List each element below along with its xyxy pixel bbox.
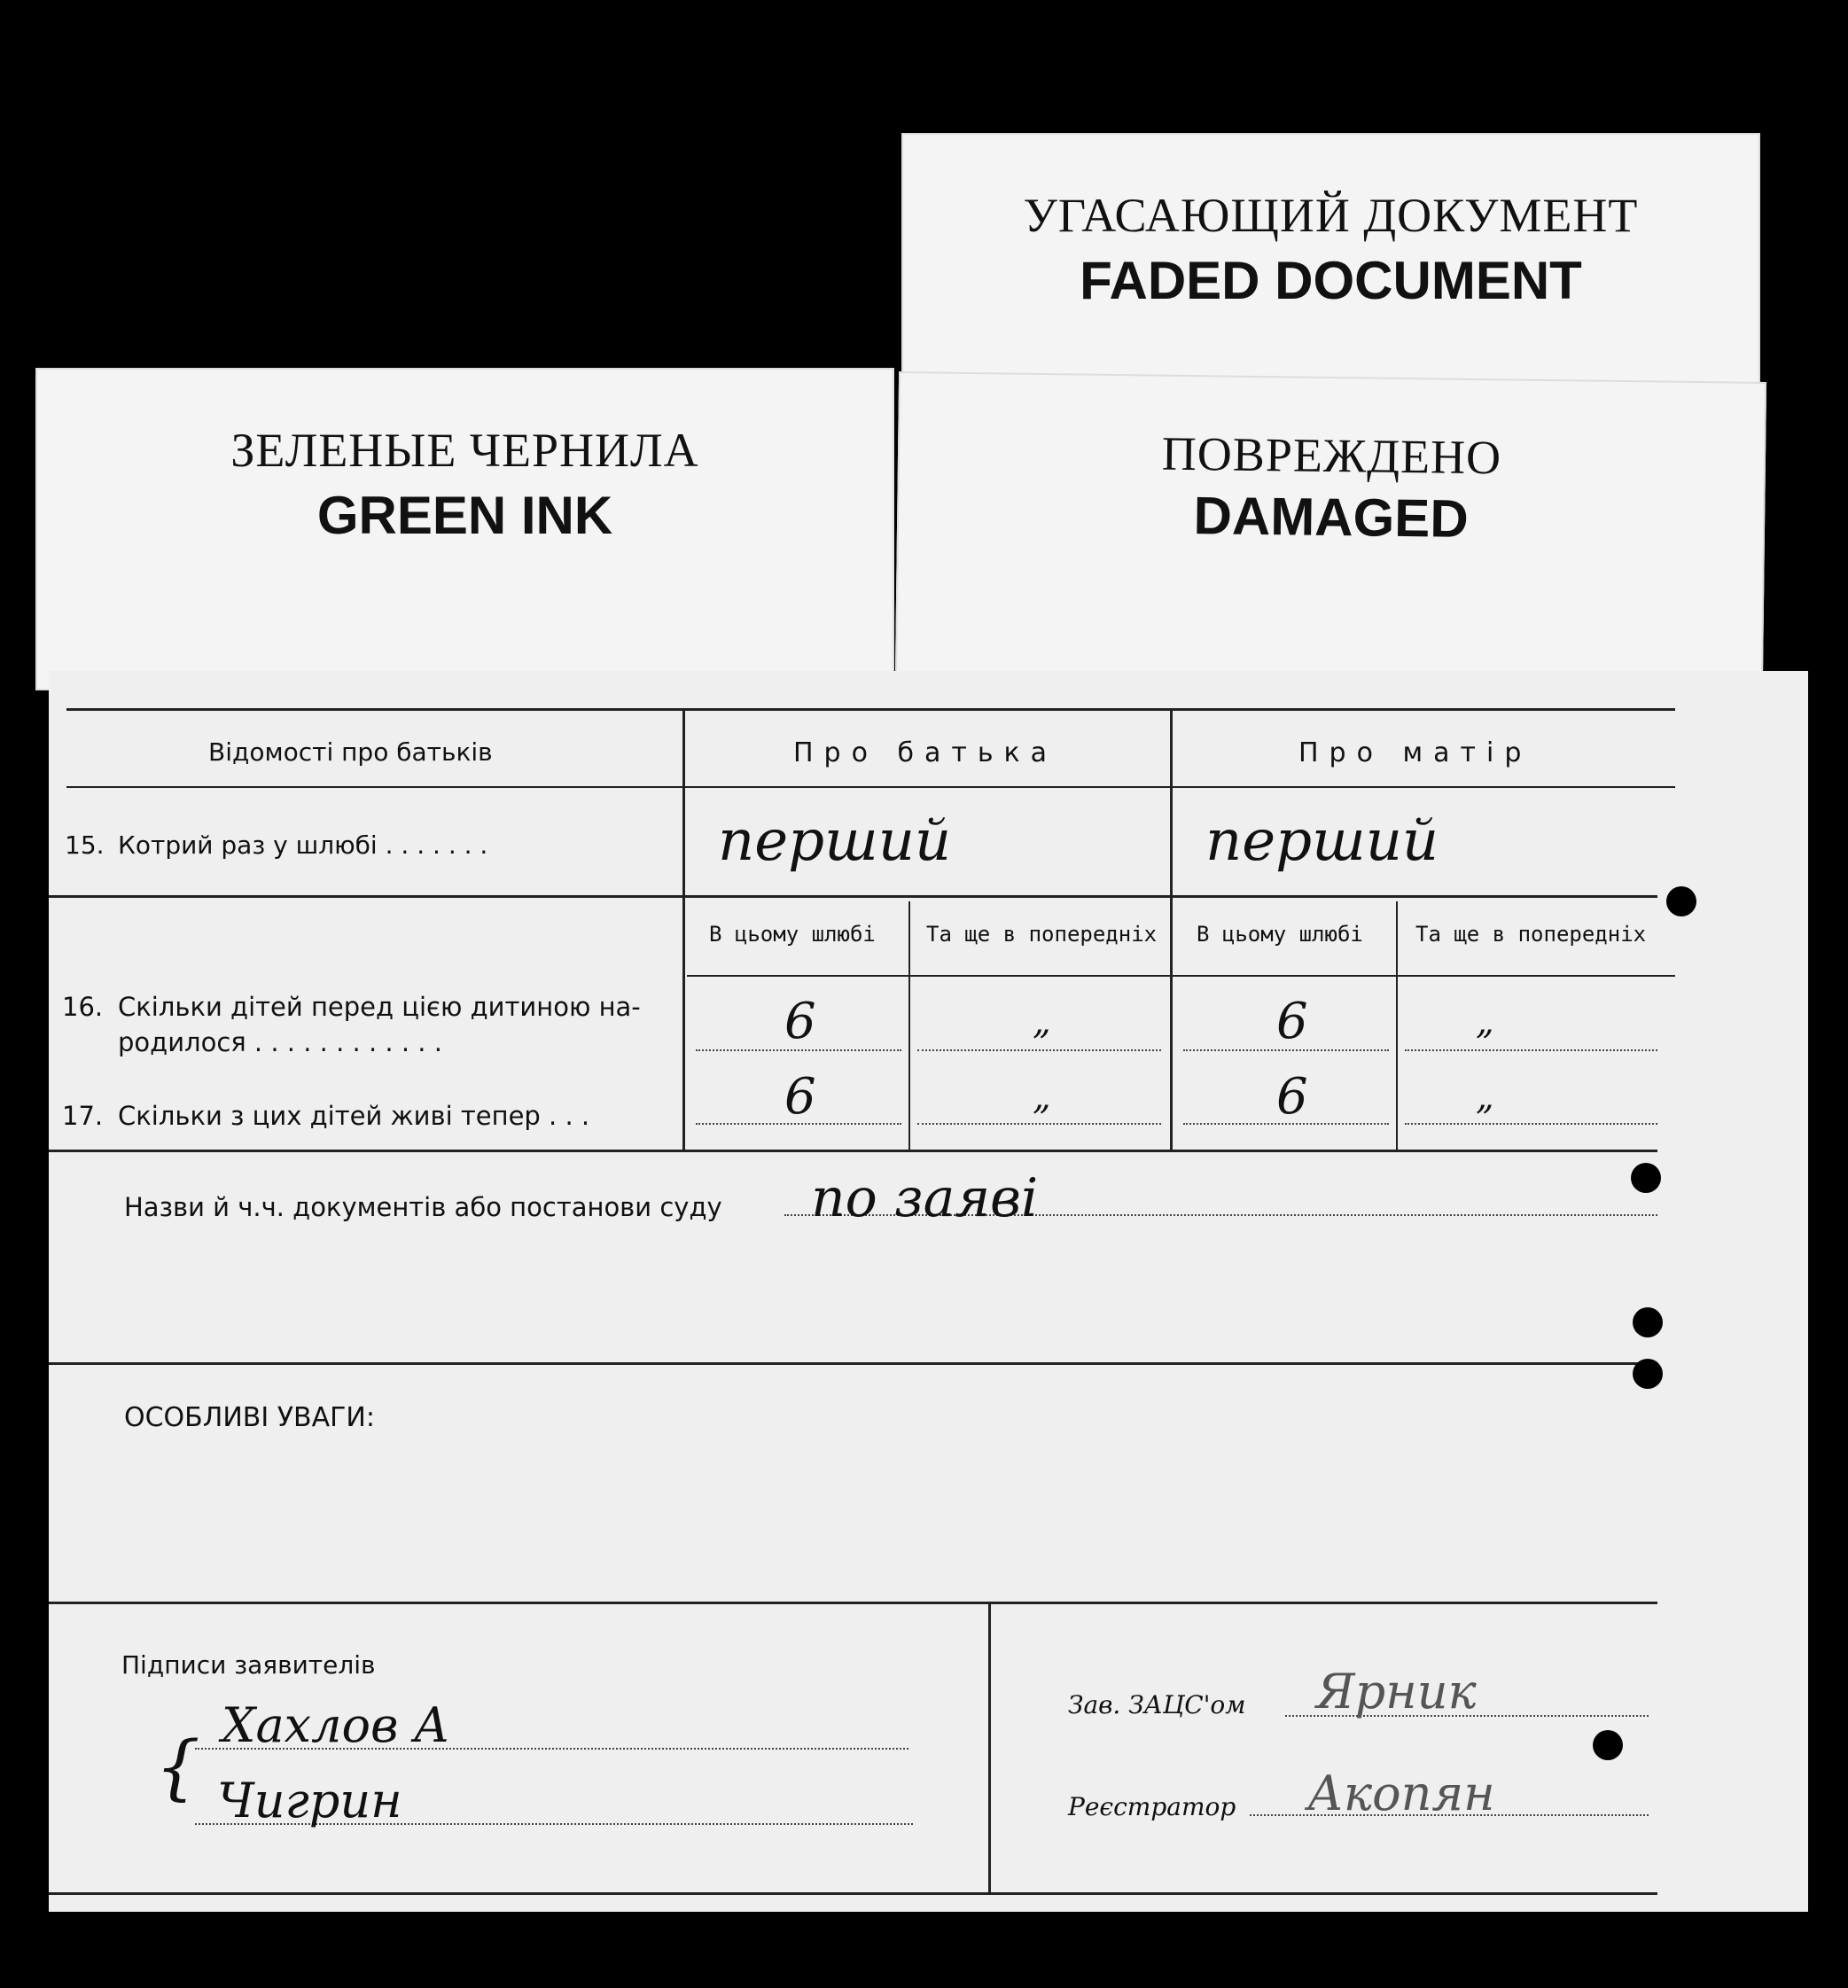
col-divider-father [908, 901, 910, 1150]
punch-hole [1633, 1359, 1663, 1389]
documents-value: по заяві [811, 1167, 1039, 1229]
row15-father-value: перший [718, 808, 952, 874]
registry-form [49, 671, 1808, 1912]
faded-label-ru: УГАСАЮЩИЙ ДОКУМЕНТ [1023, 189, 1639, 242]
registrar-label: Реєстратор [1068, 1792, 1236, 1821]
applicants-label: Підписи заявителів [121, 1650, 376, 1680]
subheader-father-this: В цьому шлюбі [709, 922, 876, 947]
remarks-bottom-line [49, 1602, 1657, 1604]
row16-father-this: 6 [784, 993, 816, 1050]
punch-hole [1633, 1307, 1663, 1337]
header-mother: Про матір [1298, 737, 1532, 768]
subheader-mother-this: В цьому шлюбі [1197, 922, 1363, 947]
faded-label-en: FADED DOCUMENT [1080, 251, 1582, 310]
damaged-label-ru: ПОВРЕЖДЕНО [1161, 426, 1502, 485]
documents-bottom-line [49, 1362, 1657, 1365]
row15-mother-value: перший [1205, 808, 1439, 874]
row17-mother-prev-line [1405, 1123, 1657, 1125]
signature-divider [988, 1602, 991, 1892]
row17-mother-prev: „ [1476, 1077, 1494, 1118]
row17-bottom-line [49, 1150, 1657, 1152]
form-bottom-line [49, 1892, 1657, 1895]
applicant1-signature: Хахлов А [222, 1697, 450, 1753]
applicants-brace: { [155, 1726, 200, 1808]
col-divider-1 [682, 708, 685, 1150]
damaged-label-en: DAMAGED [1193, 486, 1470, 549]
row17-number: 17. [62, 1101, 104, 1131]
row16-mother-this: 6 [1276, 993, 1308, 1050]
row15-number: 15. [65, 830, 105, 860]
row16-number: 16. [62, 992, 104, 1022]
col-divider-mother [1396, 901, 1398, 1150]
row16-label-line2: родилося . . . . . . . . . . . . [118, 1027, 442, 1057]
green-ink-card [35, 368, 894, 690]
row17-father-this: 6 [784, 1068, 816, 1126]
applicant2-signature: Чигрин [217, 1773, 402, 1828]
row17-label: Скільки з цих дітей живі тепер . . . [118, 1101, 590, 1131]
subheader-father-prev: Та ще в попередніх [926, 922, 1158, 947]
documents-label: Назви й ч.ч. документів або постанови суду [124, 1192, 722, 1222]
row16-mother-prev: „ [1476, 1002, 1494, 1042]
row17-mother-this: 6 [1276, 1068, 1308, 1126]
punch-hole [1593, 1730, 1623, 1760]
row16-mother-prev-line [1405, 1049, 1657, 1051]
table-top-line [66, 708, 1675, 711]
head-label: Зав. ЗАЦС'ом [1068, 1690, 1246, 1719]
header-info: Відомості про батьків [208, 737, 493, 767]
header-bottom-line [66, 786, 1675, 788]
subheader-mother-prev: Та ще в попередніх [1415, 922, 1647, 947]
row16-father-prev-line [917, 1049, 1161, 1051]
remarks-label: ОСОБЛИВІ УВАГИ: [124, 1402, 375, 1433]
row16-father-prev: „ [1033, 1002, 1051, 1042]
row17-father-prev-line [917, 1123, 1161, 1125]
registrar-signature: Акопян [1307, 1766, 1495, 1821]
green-ink-label-en: GREEN INK [316, 486, 613, 545]
punch-hole [1666, 886, 1696, 916]
row15-label: Котрий раз у шлюбі . . . . . . . [118, 830, 488, 860]
head-signature: Ярник [1316, 1664, 1477, 1719]
row17-father-prev: „ [1033, 1077, 1051, 1118]
col-divider-2 [1170, 708, 1173, 1150]
row15-bottom-line [49, 895, 1657, 898]
header-father: Про батька [793, 737, 1058, 768]
green-ink-label-ru: ЗЕЛЕНЫЕ ЧЕРНИЛА [230, 424, 699, 477]
subheader-line [687, 975, 1675, 977]
damaged-card [895, 371, 1766, 687]
row16-label-line1: Скільки дітей перед цією дитиною на- [118, 992, 641, 1022]
punch-hole [1631, 1163, 1661, 1193]
